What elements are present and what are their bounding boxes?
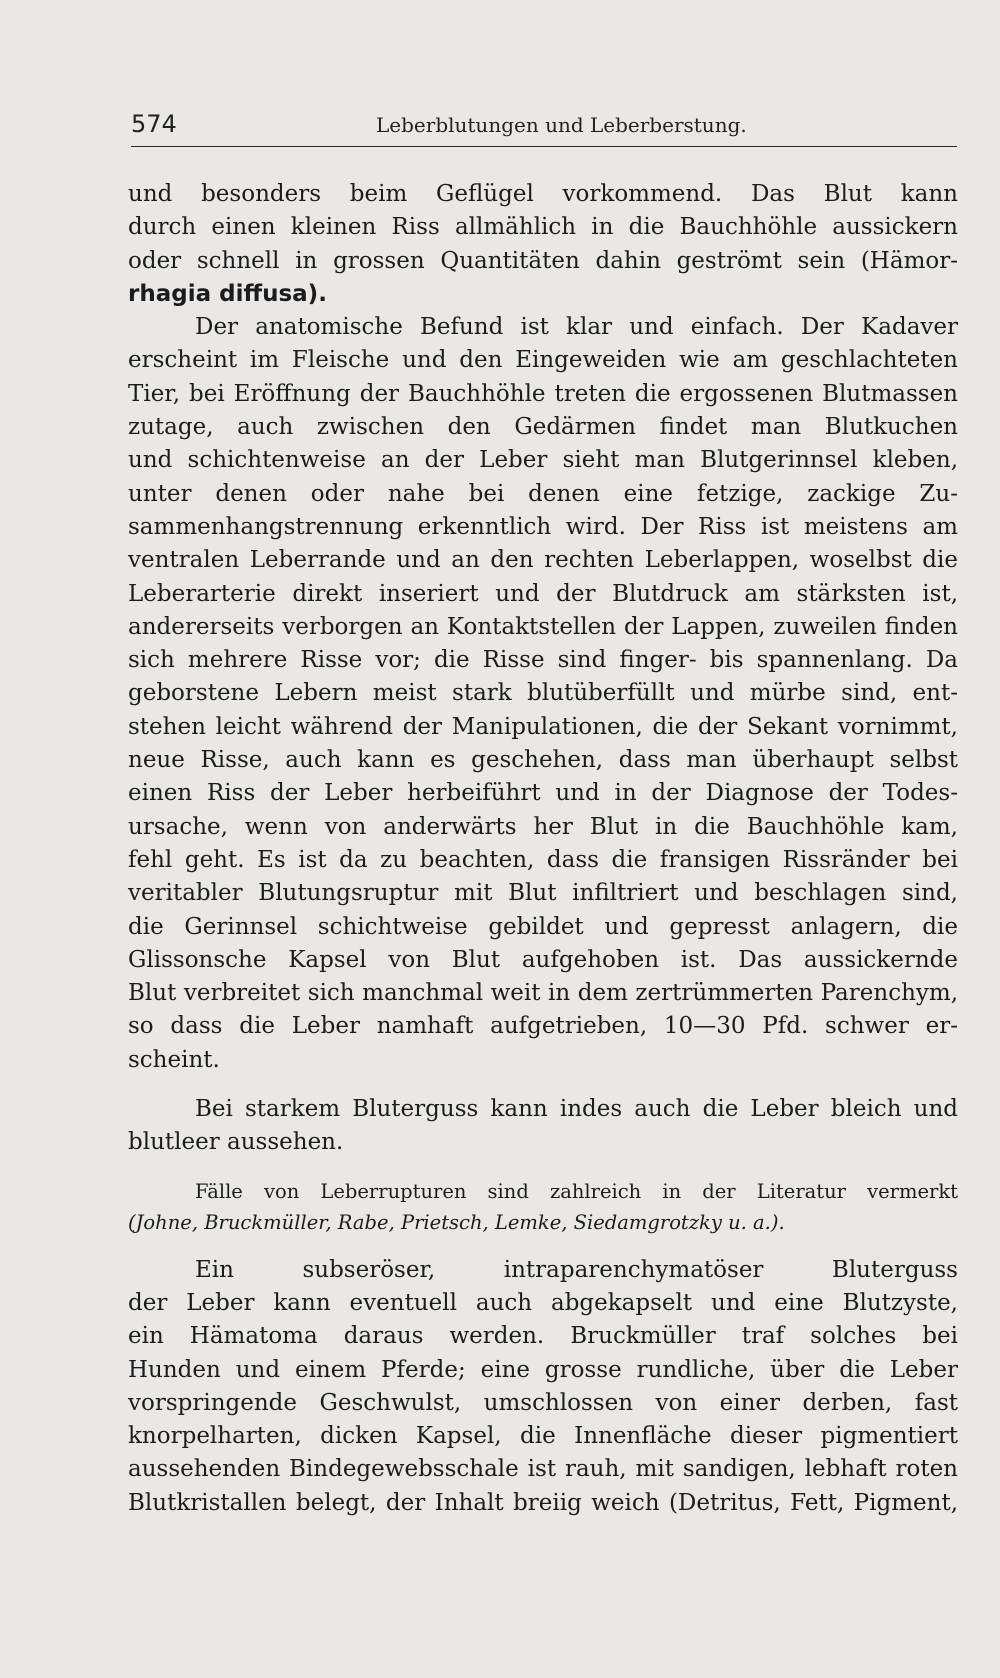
text-line: unter denen oder nahe bei denen eine fetzige, zackige Zu- — [128, 480, 958, 507]
text-line: ventralen Leberrande und an den rechten Leberlappen, woselbst die — [128, 547, 958, 574]
text-line: Blutkristallen belegt, der Inhalt breiig weich (Detritus, Fett, Pigment, — [128, 1489, 958, 1516]
text-line: Leberarterie direkt inseriert und der Blutdruck am stärksten ist, — [128, 580, 958, 607]
text-line: sammenhangstrennung erkenntlich wird. Der Riss ist meistens am — [128, 513, 958, 540]
paragraph-gap — [128, 1238, 958, 1254]
text-line: und besonders beim Geflügel vorkommend. Das Blut kann — [128, 181, 958, 207]
text-line: neue Risse, auch kann es geschehen, dass man überhaupt selbst — [128, 747, 958, 774]
text-line: rhagia diffusa). — [128, 280, 327, 307]
text-line: einen Riss der Leber herbeiführt und in der Diagnose der Todes- — [128, 780, 958, 807]
text-line: vorspringende Geschwulst, umschlossen von einer derben, fast — [128, 1389, 958, 1416]
text-line: so dass die Leber namhaft aufgetrieben, 10—30 Pfd. schwer er- — [128, 1013, 958, 1040]
literature-note — [128, 1176, 958, 1238]
text-line: sich mehrere Risse vor; die Risse sind finger- bis spannenlang. Da — [128, 647, 958, 674]
text-line: und schichtenweise an der Leber sieht man Blutgerinnsel kleben, — [128, 447, 958, 474]
text-line: Bei starkem Bluterguss kann indes auch die Leber bleich und — [195, 1096, 958, 1123]
text-line: Der anatomische Befund ist klar und einfach. Der Kadaver — [195, 314, 958, 341]
paragraph-3 — [128, 1093, 958, 1160]
paragraph-1 — [128, 178, 958, 311]
body-text — [128, 178, 958, 1520]
text-line: ein Hämatoma daraus werden. Bruckmüller traf solches bei — [128, 1323, 958, 1350]
text-line: der Leber kann eventuell auch abgekapselt und eine Blutzyste, — [128, 1289, 958, 1316]
text-line: Tier, bei Eröffnung der Bauchhöhle treten die ergossenen Blutmassen — [128, 380, 958, 407]
text-line: ursache, wenn von anderwärts her Blut in die Bauchhöhle kam, — [128, 813, 958, 840]
text-line: geborstene Lebern meist stark blutüberfüllt und mürbe sind, ent- — [128, 680, 958, 707]
paragraph-4 — [128, 1254, 958, 1520]
text-line: scheint. — [128, 1046, 220, 1073]
page-header — [131, 110, 957, 147]
text-line: veritabler Blutungsruptur mit Blut infiltriert und beschlagen sind, — [128, 880, 958, 907]
paragraph-gap — [128, 1077, 958, 1093]
text-line: oder schnell in grossen Quantitäten dahin geströmt sein (Hämor- — [128, 247, 958, 274]
text-line: (Johne, Bruckmüller, Rabe, Prietsch, Lemke, Siedamgrotzky u. a.). — [128, 1210, 785, 1234]
text-line: stehen leicht während der Manipulationen, die der Sekant vornimmt, — [128, 713, 958, 740]
text-line: aussehenden Bindegewebsschale ist rauh, mit sandigen, lebhaft roten — [128, 1456, 958, 1483]
text-line: blutleer aussehen. — [128, 1129, 344, 1156]
text-line: die Gerinnsel schichtweise gebildet und gepresst anlagern, die — [128, 913, 958, 940]
page-number: 574 — [131, 110, 177, 138]
text-line: Glissonsche Kapsel von Blut aufgehoben ist. Das aussickernde — [128, 946, 958, 973]
text-line: erscheint im Fleische und den Eingeweiden wie am geschlachteten — [128, 347, 958, 374]
text-line: Fälle von Leberrupturen sind zahlreich in der Literatur vermerkt — [195, 1179, 958, 1203]
running-title: Leberblutungen und Leberberstung. — [376, 113, 747, 137]
paragraph-gap — [128, 1160, 958, 1176]
text-line: Blut verbreitet sich manchmal weit in dem zertrümmerten Parenchym, — [128, 980, 958, 1007]
text-line: zutage, auch zwischen den Gedärmen findet man Blutkuchen — [128, 414, 958, 441]
text-line: fehl geht. Es ist da zu beachten, dass die fransigen Rissränder bei — [128, 846, 958, 873]
paragraph-2 — [128, 311, 958, 1077]
text-line: Hunden und einem Pferde; eine grosse rundliche, über die Leber — [128, 1356, 958, 1383]
text-line: durch einen kleinen Riss allmählich in die Bauchhöhle aussickern — [128, 214, 958, 241]
text-line: andererseits verborgen an Kontaktstellen der Lappen, zuweilen finden — [128, 613, 958, 640]
text-line: Ein subseröser, intraparenchymatöser Bluterguss — [195, 1256, 958, 1283]
text-line: knorpelharten, dicken Kapsel, die Innenfläche dieser pigmentiert — [128, 1423, 958, 1450]
